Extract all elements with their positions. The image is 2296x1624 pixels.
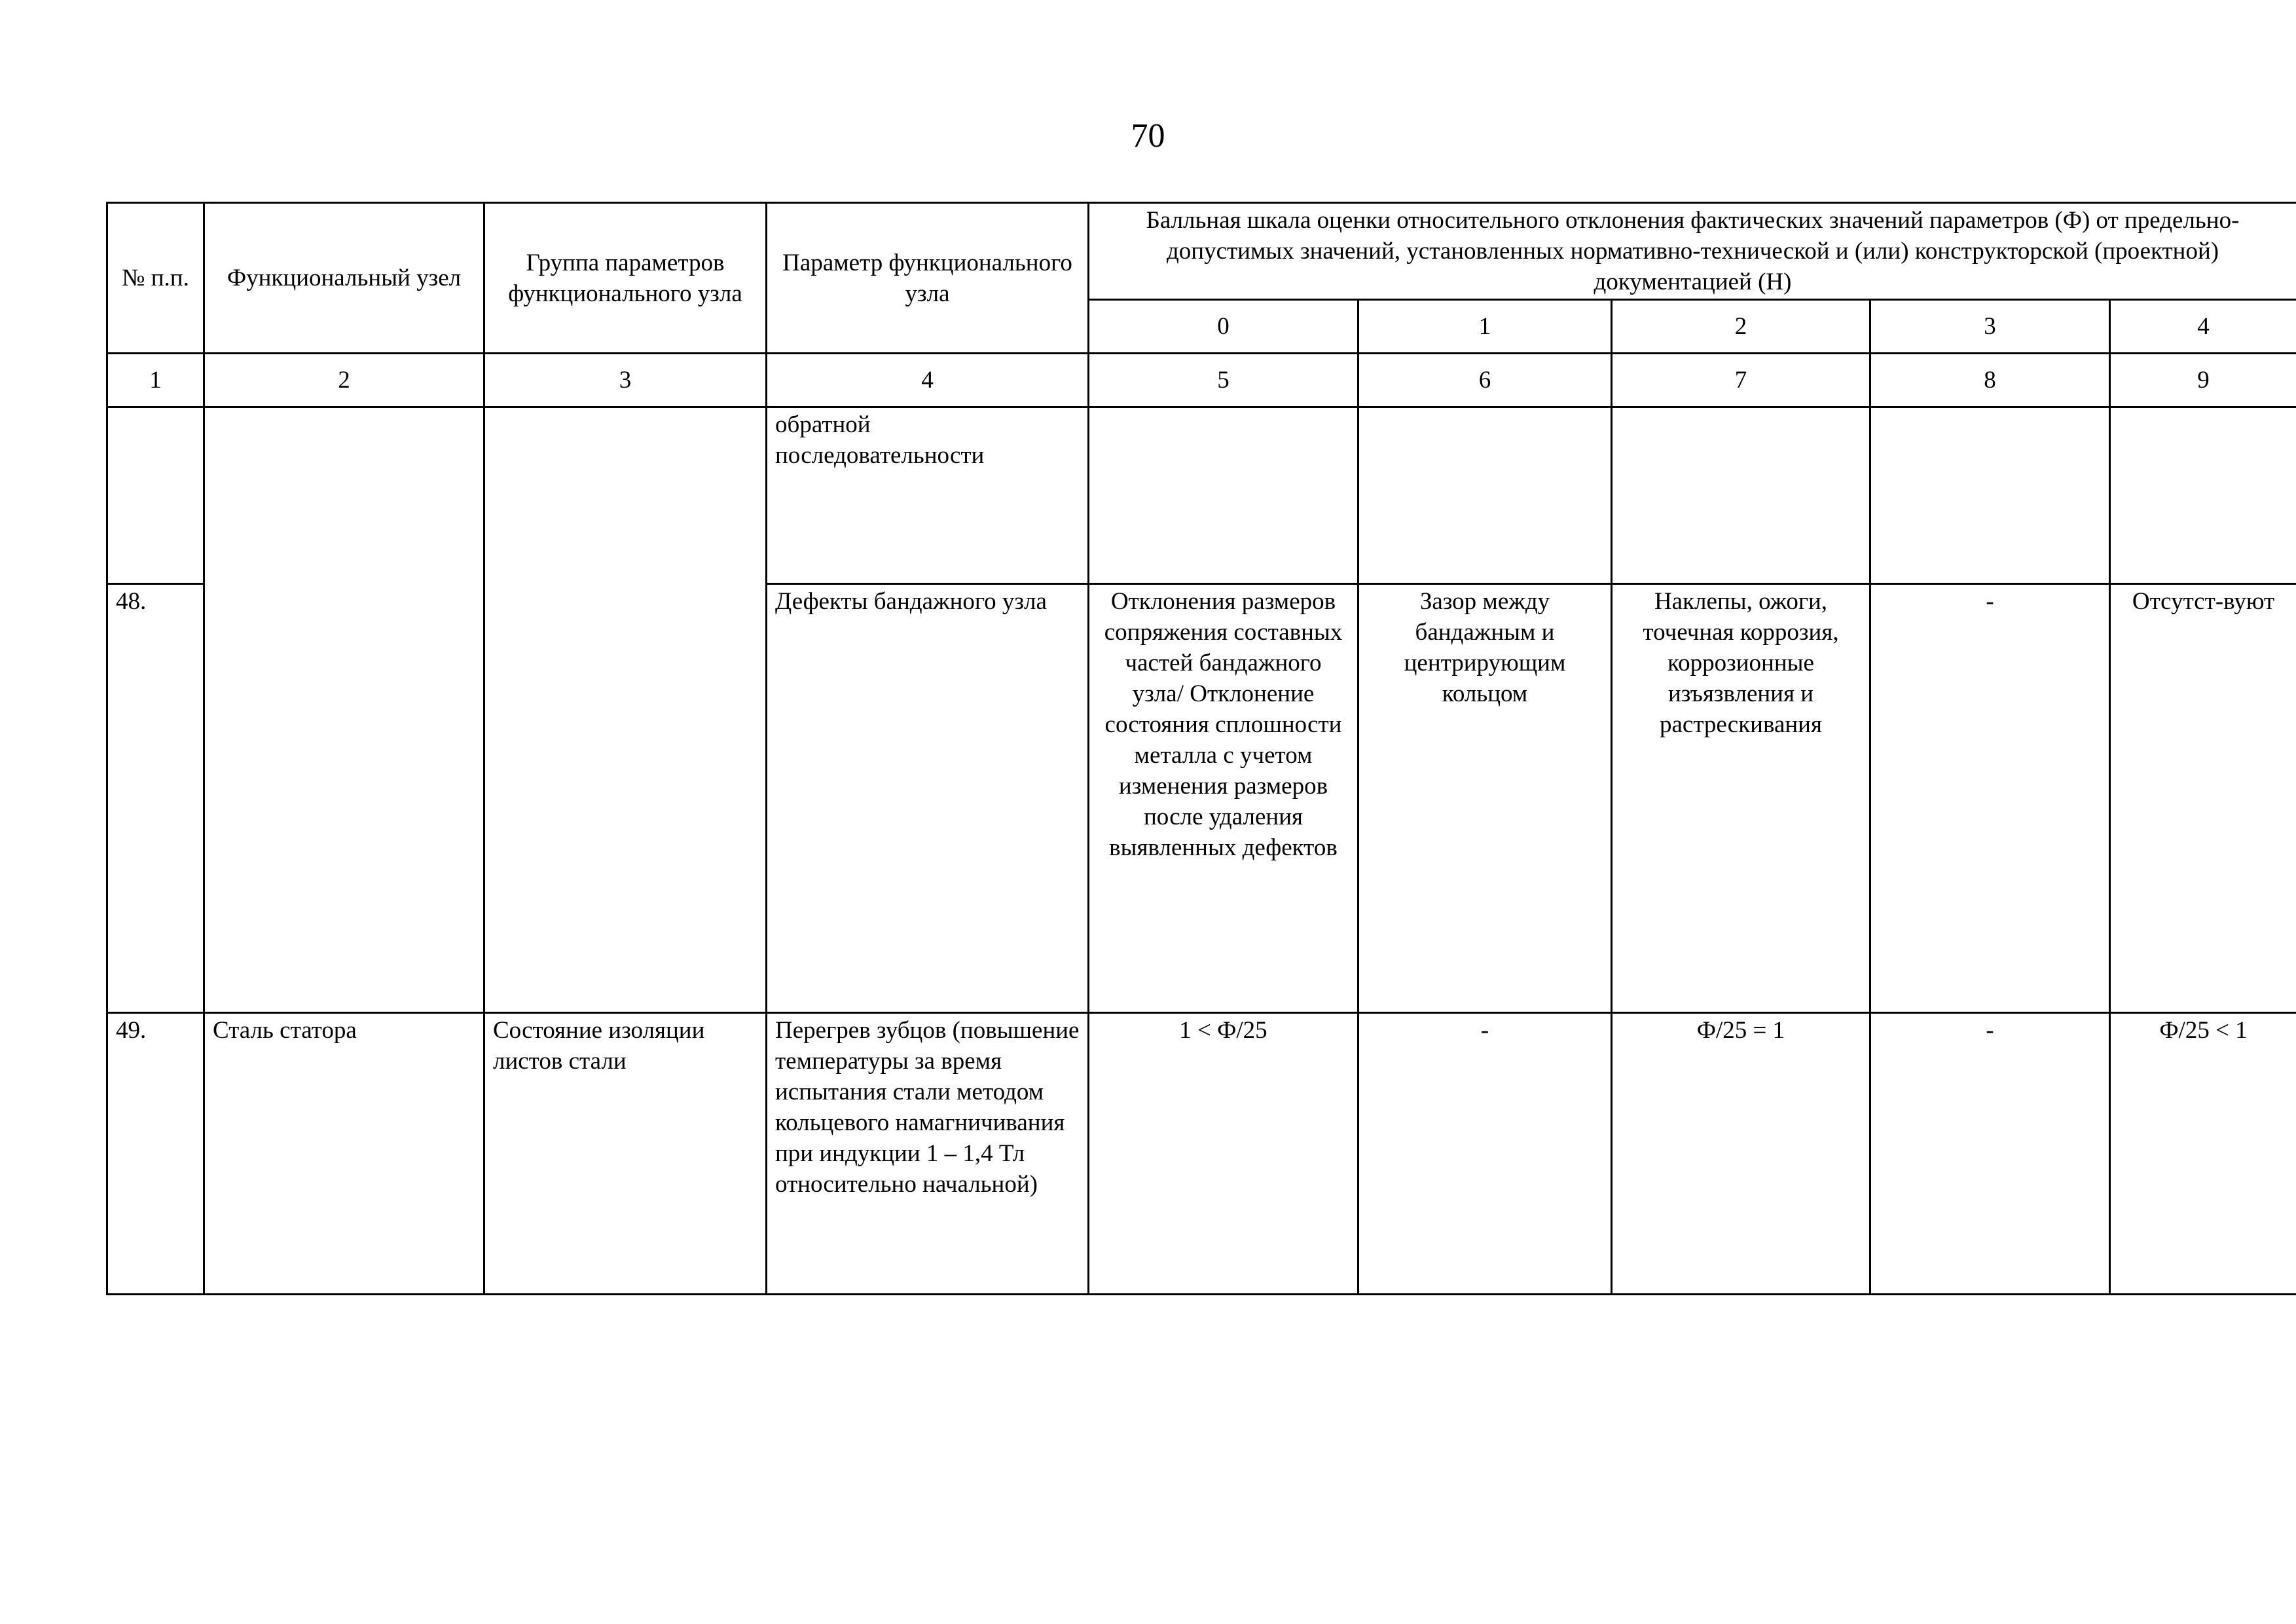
column-number: 1 (107, 354, 204, 407)
cell-score-1: Зазор между бандажным и центрирующим кольцом (1358, 584, 1612, 1013)
cell-score-0: 1 < Ф/25 (1089, 1013, 1358, 1295)
page-number: 70 (1131, 117, 1165, 155)
column-number: 5 (1089, 354, 1358, 407)
header-scale-caption: Балльная шкала оценки относительного отклонения фактических значений параметров (Ф) от предельно-допустимых значений, установленных нормативно-технической и (или) конструкторской (проектной) документацией (Н) (1089, 203, 2296, 300)
cell-parameter: обратной последовательности (767, 407, 1089, 584)
cell-score-2 (1612, 407, 1870, 584)
cell-score-2: Ф/25 = 1 (1612, 1013, 1870, 1295)
header-functional-unit: Функциональный узел (204, 203, 484, 354)
scale-point-4: 4 (2110, 300, 2296, 354)
column-number: 4 (767, 354, 1089, 407)
cell-score-1 (1358, 407, 1612, 584)
table-row-49 (107, 1013, 2296, 1295)
cell-number: 48. (107, 584, 204, 1013)
cell-functional-unit: Сталь статора (204, 1013, 484, 1295)
cell-number (107, 407, 204, 584)
table-row-continuation (107, 407, 2296, 584)
column-number: 9 (2110, 354, 2296, 407)
parameters-table (106, 202, 2296, 1295)
cell-score-3 (1870, 407, 2110, 584)
cell-score-0 (1089, 407, 1358, 584)
column-number: 3 (484, 354, 767, 407)
column-numbers-row (107, 354, 2296, 407)
column-number: 7 (1612, 354, 1870, 407)
cell-score-2: Наклепы, ожоги, точечная коррозия, коррозионные изъязвления и растрескивания (1612, 584, 1870, 1013)
cell-score-4: Ф/25 < 1 (2110, 1013, 2296, 1295)
column-number: 2 (204, 354, 484, 407)
cell-parameter-group: Состояние изоляции листов стали (484, 1013, 767, 1295)
scale-point-3: 3 (1870, 300, 2110, 354)
column-number: 8 (1870, 354, 2110, 407)
header-parameter-group: Группа параметров функционального узла (484, 203, 767, 354)
cell-score-4: Отсутст-вуют (2110, 584, 2296, 1013)
cell-score-4 (2110, 407, 2296, 584)
cell-score-1: - (1358, 1013, 1612, 1295)
scale-point-2: 2 (1612, 300, 1870, 354)
header-number: № п.п. (107, 203, 204, 354)
header-parameter: Параметр функционального узла (767, 203, 1089, 354)
scale-point-0: 0 (1089, 300, 1358, 354)
cell-score-0: Отклонения размеров сопряжения составных частей бандажного узла/ Отклонение состояния сплошности металла с учетом изменения размеров после удаления выявленных дефектов (1089, 584, 1358, 1013)
scale-point-1: 1 (1358, 300, 1612, 354)
cell-number: 49. (107, 1013, 204, 1295)
cell-parameter: Перегрев зубцов (повышение температуры за время испытания стали методом кольцевого намагничивания при индукции 1 – 1,4 Тл относительно начальной) (767, 1013, 1089, 1295)
cell-parameter: Дефекты бандажного узла (767, 584, 1089, 1013)
cell-score-3: - (1870, 584, 2110, 1013)
cell-parameter-group (484, 407, 767, 1013)
cell-score-3: - (1870, 1013, 2110, 1295)
cell-functional-unit (204, 407, 484, 1013)
column-number: 6 (1358, 354, 1612, 407)
header-row (107, 203, 2296, 300)
